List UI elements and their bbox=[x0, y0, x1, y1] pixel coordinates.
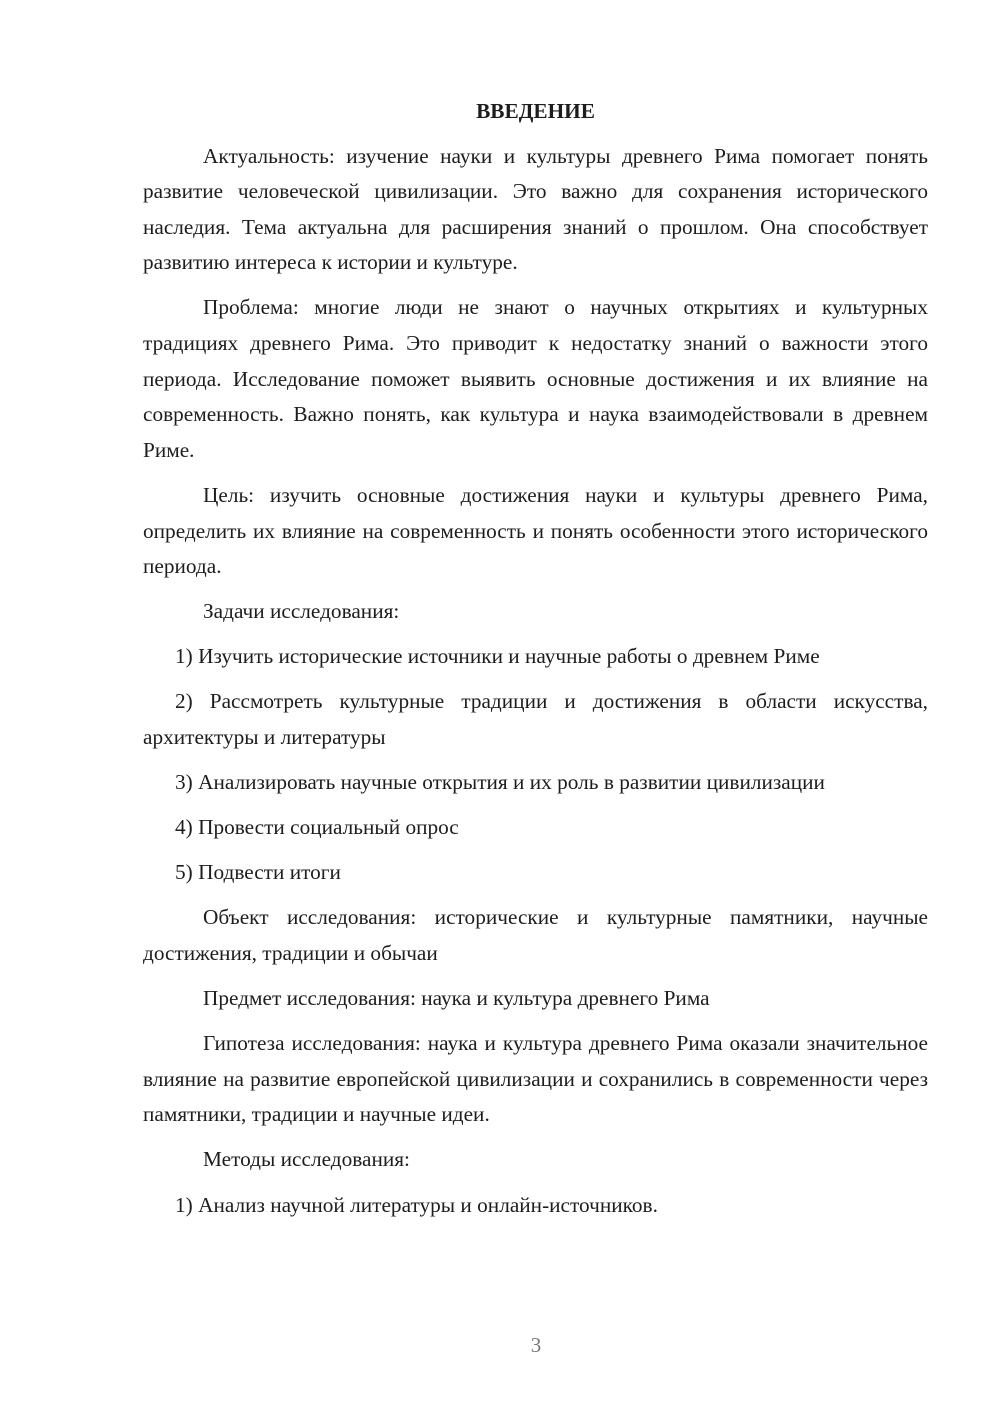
task-item-1: 1) Изучить исторические источники и научные работы о древнем Риме bbox=[175, 644, 820, 669]
method-item-1: 1) Анализ научной литературы и онлайн-источников. bbox=[175, 1192, 658, 1217]
subject-paragraph: Предмет исследования: наука и культура древнего Рима bbox=[203, 986, 710, 1011]
goal-paragraph: Цель: изучить основные достижения науки и культуры древнего Рима, определить их влияние на современность и понять особенности этого исторического периода. bbox=[143, 482, 928, 579]
task-item-3: 3) Анализировать научные открытия и их роль в развитии цивилизации bbox=[175, 770, 825, 795]
object-paragraph: Объект исследования: исторические и культурные памятники, научные достижения, традиции и обычаи bbox=[143, 905, 928, 965]
methods-heading: Методы исследования: bbox=[203, 1147, 410, 1172]
task-item-2: 2) Рассмотреть культурные традиции и достижения в области искусства, архитектуры и литературы bbox=[143, 689, 928, 749]
page-number: 3 bbox=[530, 1333, 542, 1357]
hypothesis-paragraph: Гипотеза исследования: наука и культура древнего Рима оказали значительное влияние на развитие европейской цивилизации и сохранились в современности через памятники, традиции и научные идеи. bbox=[143, 1031, 928, 1127]
problem-paragraph: Проблема: многие люди не знают о научных открытиях и культурных традициях древнего Рима. Это приводит к недостатку знаний о важности этого периода. Исследование поможет выявить основные достижения и их влияние на современность. Важно понять, как культура и наука взаимодействовали в древнем Риме. bbox=[143, 295, 928, 462]
task-item-4: 4) Провести социальный опрос bbox=[175, 815, 459, 840]
tasks-heading: Задачи исследования: bbox=[203, 599, 400, 624]
page-title: ВВЕДЕНИЕ bbox=[476, 99, 595, 123]
task-item-5: 5) Подвести итоги bbox=[175, 860, 341, 885]
document-page bbox=[143, 94, 928, 1223]
relevance-paragraph: Актуальность: изучение науки и культуры древнего Рима помогает понять развитие человеческой цивилизации. Это важно для сохранения исторического наследия. Тема актуальна для расширения знаний о прошлом. Она способствует развитию интереса к истории и культуре. bbox=[143, 143, 928, 275]
